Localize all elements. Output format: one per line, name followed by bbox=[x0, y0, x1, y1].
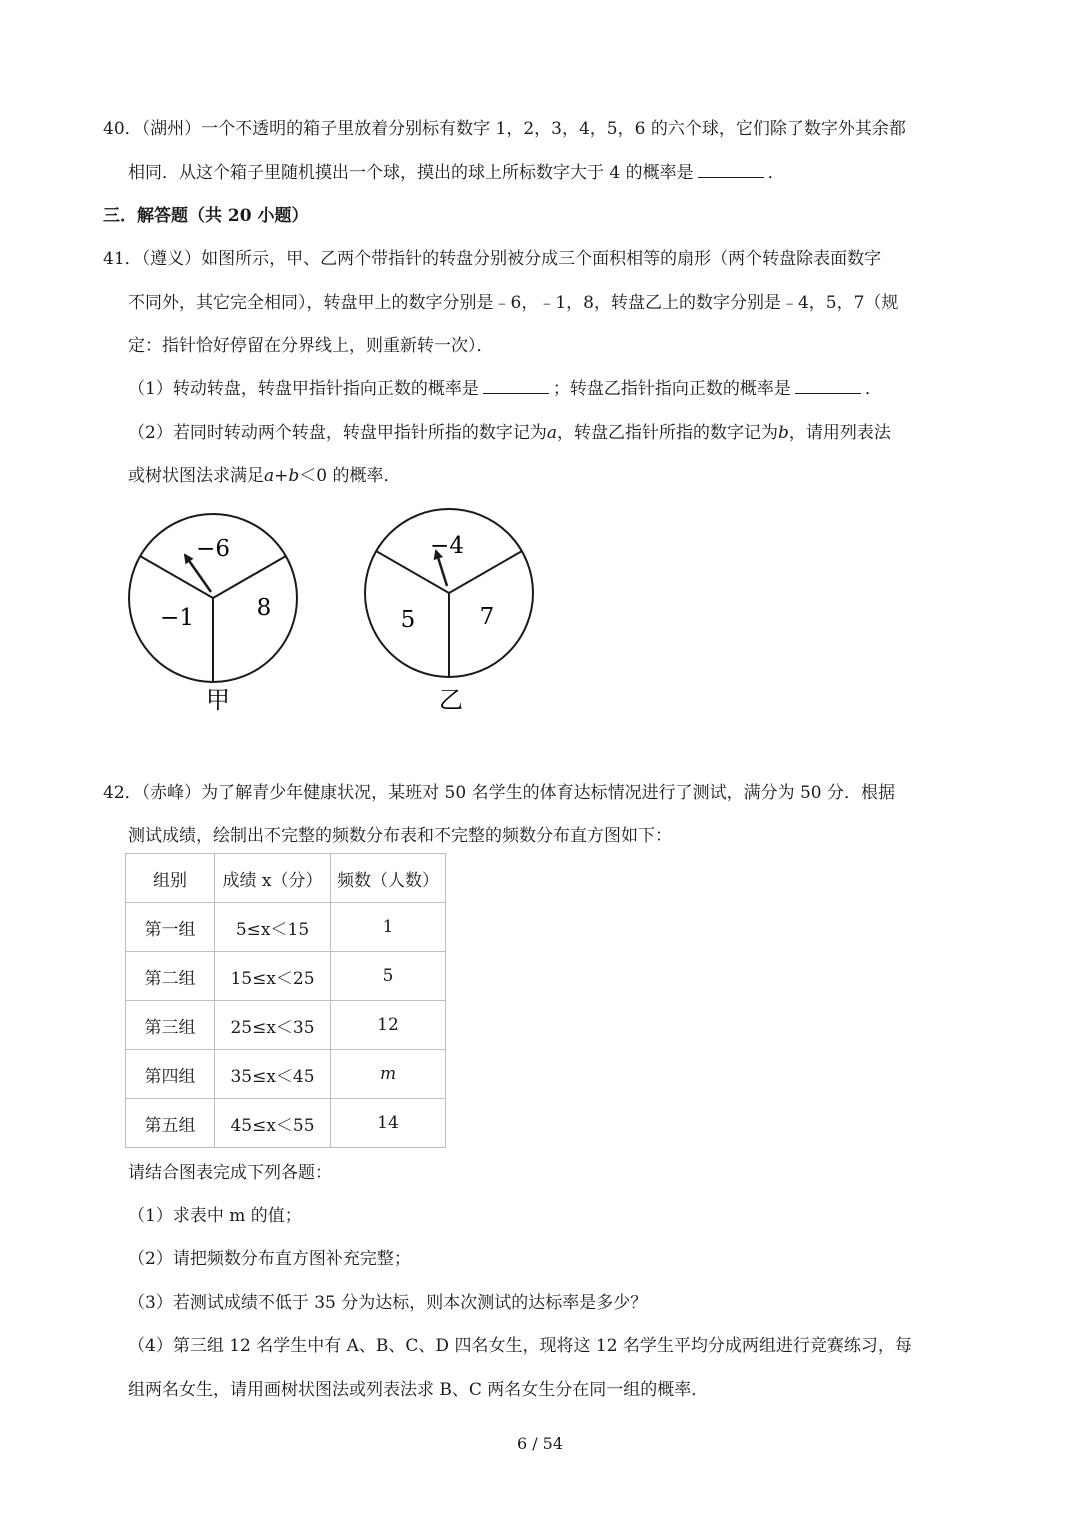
table-cell: 14 bbox=[331, 1099, 446, 1148]
q41-part1 bbox=[128, 374, 882, 399]
table-row bbox=[126, 1099, 446, 1148]
spinner-jia-divider-right bbox=[213, 556, 286, 598]
spinner-yi-label: 乙 bbox=[439, 686, 463, 714]
table-row bbox=[126, 903, 446, 952]
q41-part2-text-c: ，请用列表法 bbox=[788, 423, 891, 443]
table-cell: 35≤x＜45 bbox=[215, 1050, 331, 1099]
table-cell: 12 bbox=[331, 1001, 446, 1050]
spinner-yi-right-number: 7 bbox=[479, 604, 495, 630]
table-cell: 第二组 bbox=[126, 952, 215, 1001]
q41-blank-jia bbox=[483, 377, 549, 394]
spinners-figure bbox=[0, 500, 600, 730]
q42-line2: 测试成绩，绘制出不完整的频数分布表和不完整的频数分布直方图如下： bbox=[128, 826, 672, 846]
q41-part1-text: （1）转动转盘，转盘甲指针指向正数的概率是 bbox=[128, 379, 479, 399]
q41-part2-line2-text: 或树状图法求满足 bbox=[128, 466, 264, 486]
q42-part4-line1: （4）第三组 12 名学生中有 A、B、C、D 四名女生，现将这 12 名学生平均分成两组进行竞赛练习，每 bbox=[128, 1336, 912, 1356]
q41-part2-text-b: ，转盘乙指针所指的数字记为 bbox=[556, 423, 778, 443]
var-b: b bbox=[777, 423, 789, 443]
table-header: 成绩 x（分） bbox=[215, 854, 331, 903]
q40-answer-blank bbox=[698, 161, 764, 178]
q42-part2: （2）请把频数分布直方图补充完整； bbox=[128, 1249, 411, 1269]
table-cell: 5 bbox=[331, 952, 446, 1001]
table-cell: 25≤x＜35 bbox=[215, 1001, 331, 1050]
section-heading: 三．解答题（共 20 小题） bbox=[103, 206, 309, 226]
spinner-jia-label: 甲 bbox=[206, 686, 230, 714]
table-header: 组别 bbox=[126, 854, 215, 903]
table-row bbox=[126, 1050, 446, 1099]
q42-part1: （1）求表中 m 的值； bbox=[128, 1206, 302, 1226]
frequency-table bbox=[125, 853, 446, 1148]
q40-line1: 40．（湖州）一个不透明的箱子里放着分别标有数字 1，2，3，4，5，6 的六个球，它们除了数字外其余都 bbox=[103, 119, 906, 139]
q42-part4-line2: 组两名女生，请用画树状图法或列表法求 B、C 两名女生分在同一组的概率． bbox=[128, 1380, 709, 1400]
table-cell: 1 bbox=[331, 903, 446, 952]
table-cell: 第五组 bbox=[126, 1099, 215, 1148]
spinner-yi bbox=[365, 509, 533, 714]
table-row bbox=[126, 1001, 446, 1050]
q41-part1-mid: ；转盘乙指针指向正数的概率是 bbox=[552, 379, 791, 399]
spinner-yi-left-number: 5 bbox=[400, 607, 416, 633]
table-cell: 第三组 bbox=[126, 1001, 215, 1050]
table-cell: 15≤x＜25 bbox=[215, 952, 331, 1001]
q41-part2-line2-end: ＜0 的概率． bbox=[299, 466, 401, 486]
table-row bbox=[126, 952, 446, 1001]
q40-line2-text: 相同．从这个箱子里随机摸出一个球，摸出的球上所标数字大于 4 的概率是 bbox=[128, 163, 694, 183]
q41-blank-yi bbox=[795, 377, 861, 394]
spinner-jia-top-number: −6 bbox=[196, 536, 230, 562]
spinner-jia-left-number: −1 bbox=[160, 605, 194, 631]
q41-part1-end: ． bbox=[864, 379, 882, 399]
page-number: 6 / 54 bbox=[516, 1434, 564, 1453]
expr-a-plus-b: a+b bbox=[264, 466, 300, 486]
table-cell: 45≤x＜55 bbox=[215, 1099, 331, 1148]
table-header: 频数（人数） bbox=[331, 854, 446, 903]
table-cell: 5≤x＜15 bbox=[215, 903, 331, 952]
q41-part2-line1 bbox=[128, 418, 891, 443]
spinner-jia-divider-left bbox=[140, 556, 213, 598]
q42-part3: （3）若测试成绩不低于 35 分为达标，则本次测试的达标率是多少？ bbox=[128, 1293, 648, 1313]
q41-part2-text-a: （2）若同时转动两个转盘，转盘甲指针所指的数字记为 bbox=[128, 423, 547, 443]
spinner-jia-right-number: 8 bbox=[256, 595, 272, 621]
table-cell: m bbox=[331, 1050, 446, 1099]
table-cell: 第一组 bbox=[126, 903, 215, 952]
q41-line2: 不同外，其它完全相同），转盘甲上的数字分别是﹣6，﹣1，8，转盘乙上的数字分别是﹣4，5，7（规 bbox=[128, 293, 899, 313]
q41-line3: 定：指针恰好停留在分界线上，则重新转一次）． bbox=[128, 336, 494, 356]
q42-intro: 请结合图表完成下列各题： bbox=[128, 1163, 332, 1183]
spinner-jia bbox=[129, 514, 297, 714]
q41-part2-line2 bbox=[128, 461, 401, 486]
spinner-yi-top-number: −4 bbox=[430, 533, 464, 559]
q41-line1: 41．（遵义）如图所示，甲、乙两个带指针的转盘分别被分成三个面积相等的扇形（两个转盘除表面数字 bbox=[103, 249, 882, 269]
table-cell: 第四组 bbox=[126, 1050, 215, 1099]
q42-line1: 42．（赤峰）为了解青少年健康状况，某班对 50 名学生的体育达标情况进行了测试，满分为 50 分．根据 bbox=[103, 783, 896, 803]
q40-line2 bbox=[128, 158, 785, 183]
var-a: a bbox=[546, 423, 557, 443]
table-header-row bbox=[126, 854, 446, 903]
q40-line2-end: ． bbox=[767, 163, 785, 183]
